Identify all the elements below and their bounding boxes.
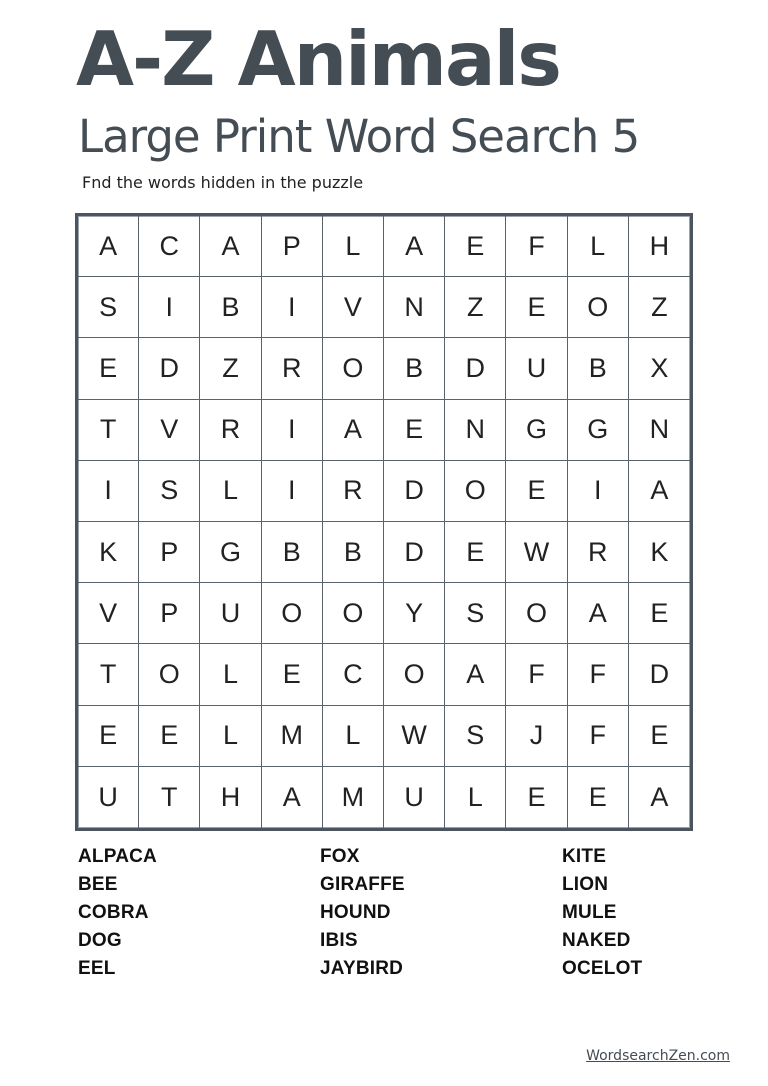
instructions-text: Fnd the words hidden in the puzzle bbox=[82, 173, 364, 192]
grid-cell[interactable]: B bbox=[568, 338, 629, 399]
grid-cell[interactable]: S bbox=[445, 583, 506, 644]
grid-cell[interactable]: M bbox=[323, 767, 384, 828]
grid-cell[interactable]: O bbox=[323, 583, 384, 644]
grid-cell[interactable]: V bbox=[139, 400, 200, 461]
grid-cell[interactable]: G bbox=[506, 400, 567, 461]
grid-cell[interactable]: B bbox=[384, 338, 445, 399]
grid-cell[interactable]: S bbox=[139, 461, 200, 522]
grid-cell[interactable]: K bbox=[629, 522, 690, 583]
grid-cell[interactable]: F bbox=[568, 644, 629, 705]
word-list-item: HOUND bbox=[320, 902, 391, 923]
grid-cell[interactable]: E bbox=[506, 767, 567, 828]
grid-cell[interactable]: L bbox=[200, 706, 261, 767]
word-list-item: FOX bbox=[320, 846, 360, 867]
grid-cell[interactable]: E bbox=[78, 706, 139, 767]
grid-cell[interactable]: H bbox=[629, 216, 690, 277]
grid-cell[interactable]: E bbox=[506, 277, 567, 338]
grid-cell[interactable]: I bbox=[78, 461, 139, 522]
grid-cell[interactable]: T bbox=[78, 400, 139, 461]
word-list-item: KITE bbox=[562, 846, 607, 867]
grid-cell[interactable]: A bbox=[200, 216, 261, 277]
grid-cell[interactable]: Y bbox=[384, 583, 445, 644]
grid-cell[interactable]: D bbox=[629, 644, 690, 705]
grid-cell[interactable]: E bbox=[78, 338, 139, 399]
grid-cell[interactable]: R bbox=[262, 338, 323, 399]
grid-cell[interactable]: G bbox=[568, 400, 629, 461]
grid-cell[interactable]: W bbox=[506, 522, 567, 583]
grid-cell[interactable]: F bbox=[568, 706, 629, 767]
grid-cell[interactable]: T bbox=[139, 767, 200, 828]
grid-cell[interactable]: W bbox=[384, 706, 445, 767]
grid-cell[interactable]: P bbox=[262, 216, 323, 277]
grid-cell[interactable]: B bbox=[323, 522, 384, 583]
grid-cell[interactable]: G bbox=[200, 522, 261, 583]
word-list-item: GIRAFFE bbox=[320, 874, 405, 895]
grid-cell[interactable]: R bbox=[200, 400, 261, 461]
grid-cell[interactable]: A bbox=[445, 644, 506, 705]
grid-cell[interactable]: I bbox=[262, 461, 323, 522]
grid-cell[interactable]: E bbox=[629, 583, 690, 644]
grid-cell[interactable]: C bbox=[139, 216, 200, 277]
grid-cell[interactable]: O bbox=[384, 644, 445, 705]
word-list-item: ALPACA bbox=[78, 846, 157, 867]
grid-cell[interactable]: O bbox=[506, 583, 567, 644]
grid-cell[interactable]: E bbox=[445, 216, 506, 277]
grid-cell[interactable]: R bbox=[323, 461, 384, 522]
grid-cell[interactable]: E bbox=[139, 706, 200, 767]
word-list-item: NAKED bbox=[562, 930, 631, 951]
word-list-item: COBRA bbox=[78, 902, 149, 923]
footer-link[interactable]: WordsearchZen.com bbox=[586, 1048, 730, 1064]
grid-cell[interactable]: E bbox=[445, 522, 506, 583]
grid-cell[interactable]: D bbox=[139, 338, 200, 399]
grid-cell[interactable]: A bbox=[262, 767, 323, 828]
word-list-item: IBIS bbox=[320, 930, 358, 951]
grid-cell[interactable]: J bbox=[506, 706, 567, 767]
grid-cell[interactable]: A bbox=[78, 216, 139, 277]
grid-cell[interactable]: E bbox=[568, 767, 629, 828]
grid-cell[interactable]: L bbox=[323, 216, 384, 277]
grid-cell[interactable]: U bbox=[78, 767, 139, 828]
word-list-item: JAYBIRD bbox=[320, 958, 404, 979]
grid-cell[interactable]: E bbox=[629, 706, 690, 767]
grid-cell[interactable]: C bbox=[323, 644, 384, 705]
word-list-column bbox=[562, 843, 698, 983]
grid-cell[interactable]: A bbox=[568, 583, 629, 644]
word-list-item: EEL bbox=[78, 958, 116, 979]
grid-cell[interactable]: A bbox=[384, 216, 445, 277]
grid-cell[interactable]: X bbox=[629, 338, 690, 399]
grid-cell[interactable]: I bbox=[568, 461, 629, 522]
grid-cell[interactable]: B bbox=[262, 522, 323, 583]
grid-cell[interactable]: O bbox=[262, 583, 323, 644]
grid-cell[interactable]: A bbox=[323, 400, 384, 461]
grid-cell[interactable]: T bbox=[78, 644, 139, 705]
word-list-column bbox=[78, 843, 320, 983]
grid-cell[interactable]: V bbox=[78, 583, 139, 644]
grid-cell[interactable]: Z bbox=[629, 277, 690, 338]
puzzle-grid-frame bbox=[75, 213, 693, 831]
grid-cell[interactable]: E bbox=[384, 400, 445, 461]
word-list-item: OCELOT bbox=[562, 958, 643, 979]
grid-cell[interactable]: N bbox=[384, 277, 445, 338]
grid-cell[interactable]: F bbox=[506, 216, 567, 277]
grid-cell[interactable]: Z bbox=[200, 338, 261, 399]
grid-cell[interactable]: L bbox=[200, 644, 261, 705]
grid-cell[interactable]: O bbox=[445, 461, 506, 522]
grid-cell[interactable]: L bbox=[323, 706, 384, 767]
grid-cell[interactable]: L bbox=[445, 767, 506, 828]
page-title: A-Z Animals bbox=[76, 15, 560, 103]
grid-cell[interactable]: D bbox=[445, 338, 506, 399]
grid-cell[interactable]: L bbox=[568, 216, 629, 277]
grid-cell[interactable]: K bbox=[78, 522, 139, 583]
grid-cell[interactable]: O bbox=[323, 338, 384, 399]
grid-cell[interactable]: I bbox=[139, 277, 200, 338]
word-list-column bbox=[320, 843, 562, 983]
grid-cell[interactable]: P bbox=[139, 522, 200, 583]
grid-cell[interactable]: F bbox=[506, 644, 567, 705]
grid-cell[interactable]: Z bbox=[445, 277, 506, 338]
grid-cell[interactable]: I bbox=[262, 277, 323, 338]
grid-cell[interactable]: V bbox=[323, 277, 384, 338]
grid-cell[interactable]: P bbox=[139, 583, 200, 644]
word-list-item: DOG bbox=[78, 930, 122, 951]
grid-cell[interactable]: M bbox=[262, 706, 323, 767]
grid-cell[interactable]: L bbox=[200, 461, 261, 522]
grid-cell[interactable]: S bbox=[445, 706, 506, 767]
word-list-item: LION bbox=[562, 874, 609, 895]
grid-cell[interactable]: O bbox=[568, 277, 629, 338]
grid-cell[interactable]: I bbox=[262, 400, 323, 461]
grid-cell[interactable]: A bbox=[650, 781, 669, 812]
grid-cell[interactable]: B bbox=[200, 277, 261, 338]
page-subtitle: Large Print Word Search 5 bbox=[78, 110, 640, 163]
grid-cell[interactable]: A bbox=[629, 461, 690, 522]
word-list-item: BEE bbox=[78, 874, 118, 895]
grid-cell[interactable]: U bbox=[384, 767, 445, 828]
grid-cell[interactable]: R bbox=[568, 522, 629, 583]
grid-cell[interactable]: D bbox=[384, 461, 445, 522]
grid-cell[interactable]: N bbox=[445, 400, 506, 461]
grid-cell[interactable]: O bbox=[139, 644, 200, 705]
grid-cell[interactable]: E bbox=[262, 644, 323, 705]
grid-cell[interactable]: H bbox=[200, 767, 261, 828]
word-list-item: MULE bbox=[562, 902, 617, 923]
grid-cell[interactable]: U bbox=[200, 583, 261, 644]
grid-cell[interactable]: D bbox=[384, 522, 445, 583]
grid-cell[interactable]: U bbox=[506, 338, 567, 399]
puzzle-grid bbox=[78, 216, 690, 828]
grid-cell[interactable]: S bbox=[78, 277, 139, 338]
grid-cell[interactable]: E bbox=[506, 461, 567, 522]
grid-cell[interactable]: N bbox=[629, 400, 690, 461]
word-list bbox=[78, 843, 698, 983]
